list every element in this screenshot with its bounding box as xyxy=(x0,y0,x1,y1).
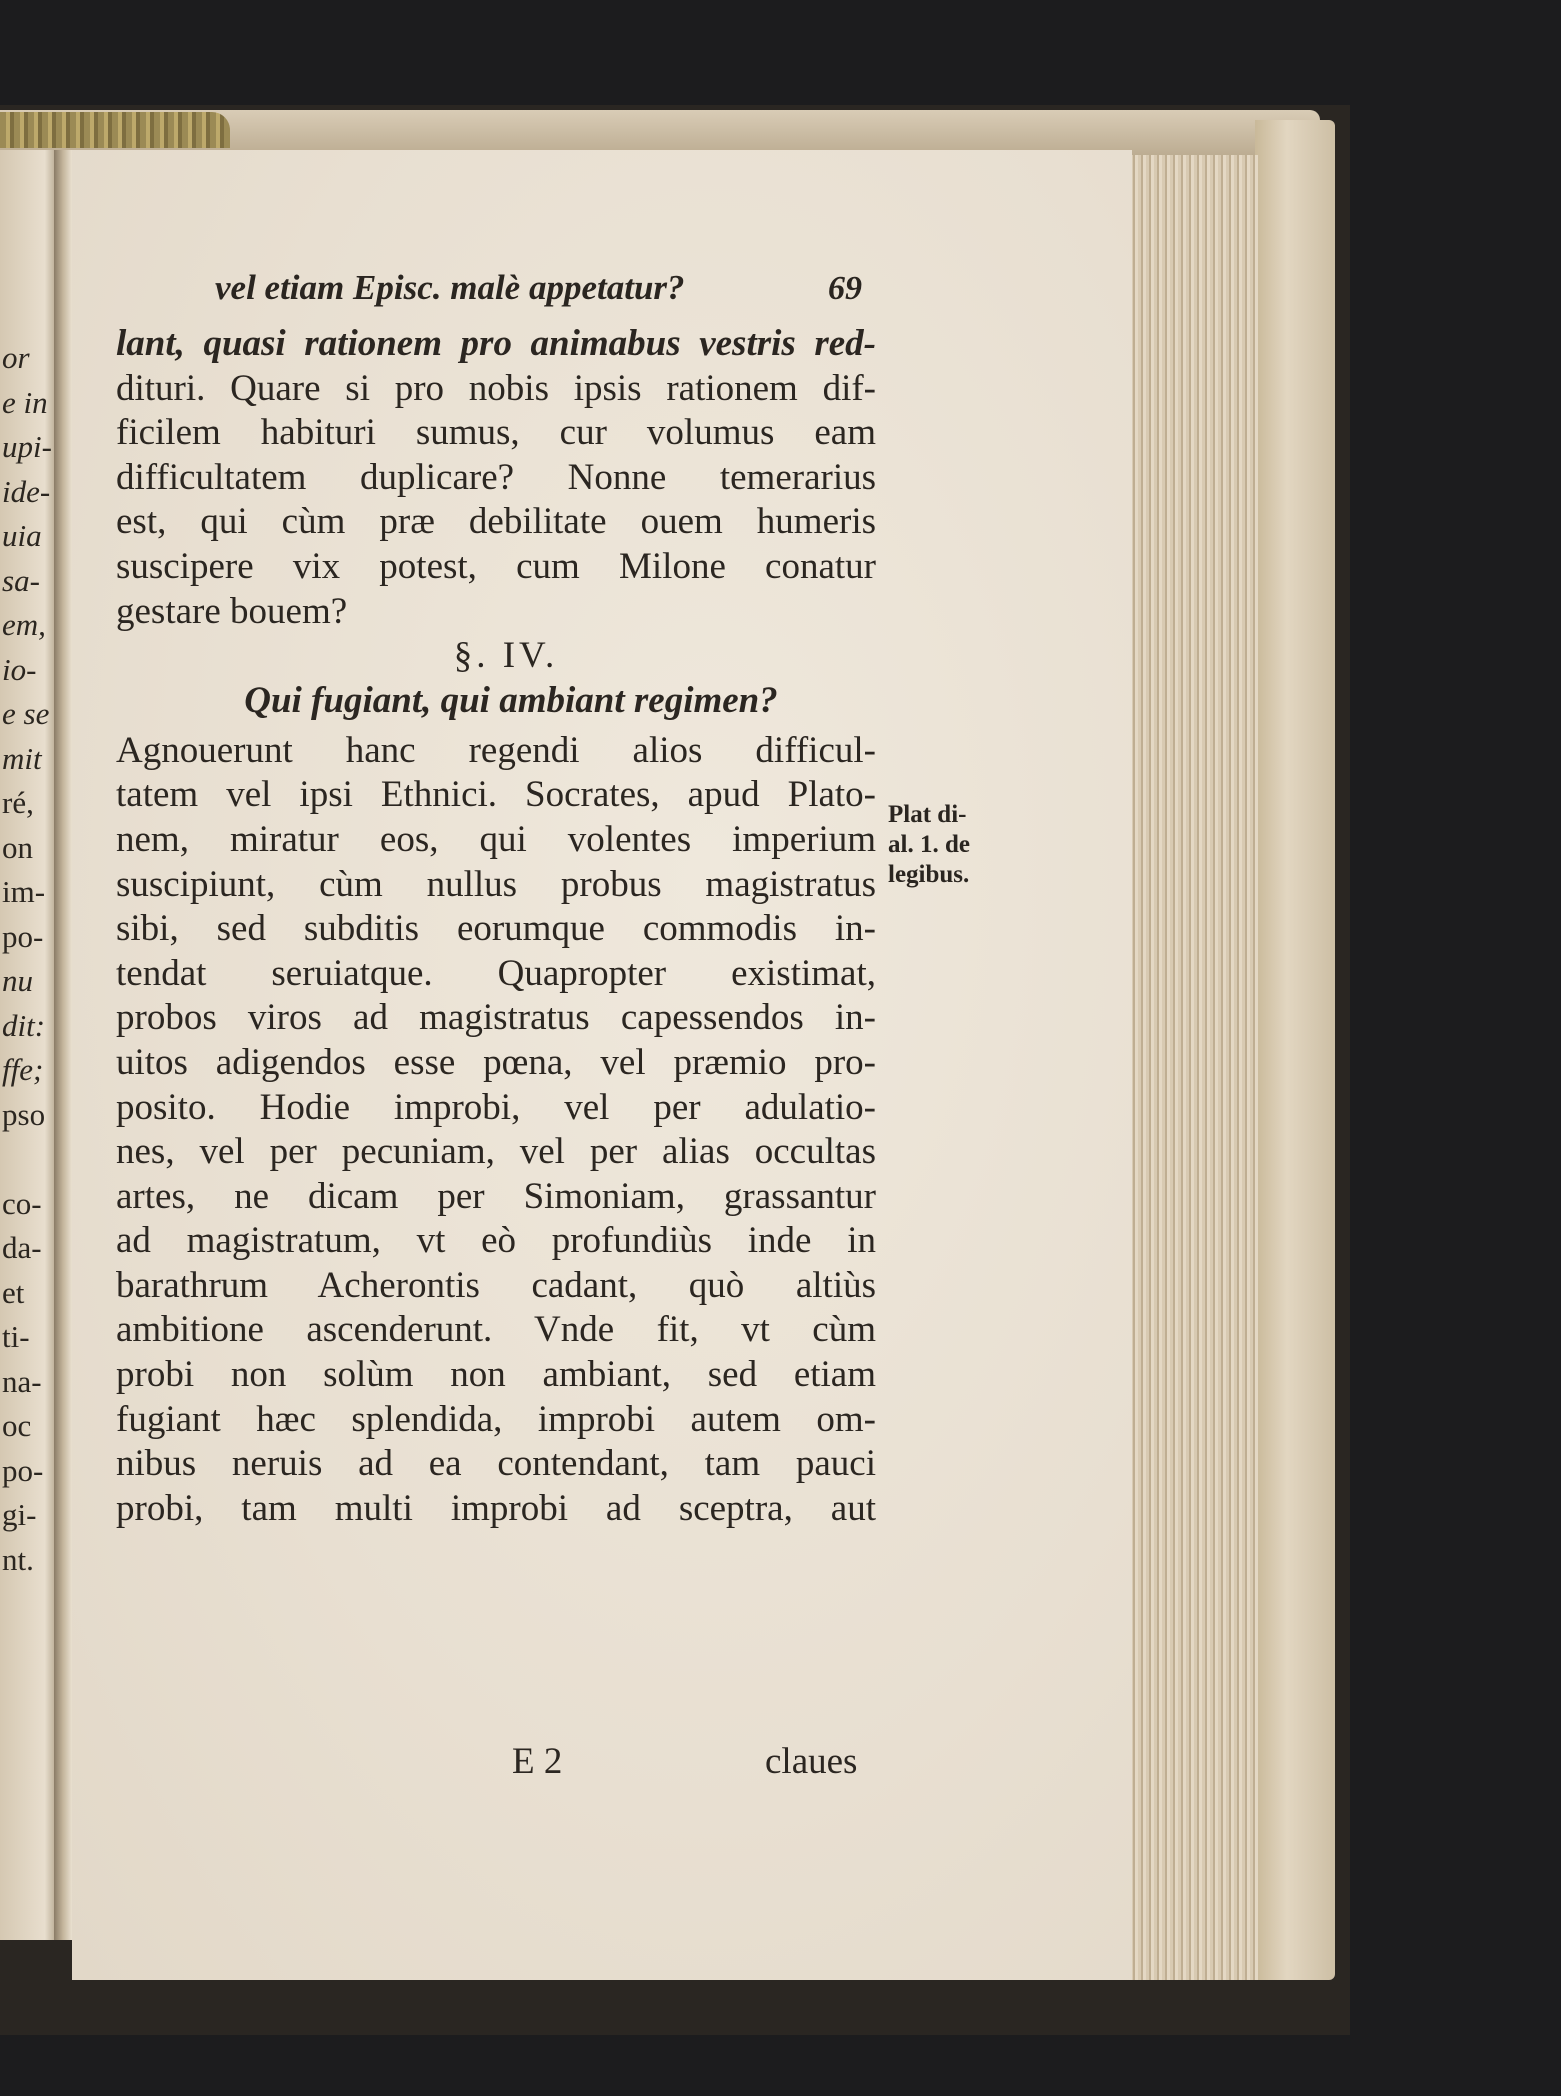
left-page-fragment-text: ide- xyxy=(2,473,51,509)
body-line: artes, ne dicam per Simoniam, grassantur xyxy=(116,1175,876,1217)
left-page-fragment xyxy=(0,150,56,1940)
left-page-fragment-text: uia xyxy=(2,518,42,553)
left-page-fragment-text: or xyxy=(2,340,30,375)
left-page-fragment-text: dit: xyxy=(2,1007,46,1043)
body-line: probi, tam multi improbi ad sceptra, aut xyxy=(116,1487,876,1529)
left-page-fragment-text: ti- xyxy=(2,1319,30,1354)
body-line: suscipiunt, cùm nullus probus magistratus xyxy=(116,863,876,905)
left-page-fragment-text: nu xyxy=(2,963,33,998)
body-line: ad magistratum, vt eò profundiùs inde in xyxy=(116,1220,876,1262)
text-line: suscipere vix potest, cum Milone conatur xyxy=(116,545,876,587)
left-page-fragment-text: po- xyxy=(2,918,44,954)
body-line: probos viros ad magistratus capessendos in- xyxy=(116,997,876,1039)
left-page-fragment-text: na- xyxy=(2,1363,42,1399)
body-line: nem, miratur eos, qui volentes imperium xyxy=(116,818,876,860)
left-page-fragment-text: ffe; xyxy=(2,1052,44,1087)
signature-mark: E 2 xyxy=(512,1741,563,1782)
body-line: nes, vel per pecuniam, vel per alias occultas xyxy=(116,1131,876,1173)
catchword: claues xyxy=(765,1741,858,1782)
left-page-fragment-text: io- xyxy=(2,651,37,687)
body-line: posito. Hodie improbi, vel per adulatio- xyxy=(116,1086,876,1128)
left-page-fragment-text: e se xyxy=(2,696,50,731)
page-fore-edge xyxy=(1130,155,1258,1980)
body-line: Agnouerunt hanc regendi alios difficul- xyxy=(116,729,876,771)
body-line: fugiant hæc splendida, improbi autem om- xyxy=(116,1398,876,1440)
section-title: Qui fugiant, qui ambiant regimen? xyxy=(244,679,778,721)
left-page-fragment-text: ré, xyxy=(2,785,34,820)
text-line: est, qui cùm præ debilitate ouem humeris xyxy=(116,501,876,543)
left-page-fragment-text: co- xyxy=(2,1185,42,1221)
marginal-note xyxy=(888,800,1028,890)
left-page-fragment-text: oc xyxy=(2,1408,32,1443)
text-line: gestare bouem? xyxy=(116,590,348,632)
body-line: ambitione ascenderunt. Vnde fit, vt cùm xyxy=(116,1309,876,1351)
body-line: barathrum Acherontis cadant, quò altiùs xyxy=(116,1264,876,1306)
left-page-fragment-text: e in xyxy=(2,384,48,420)
book-gutter xyxy=(54,150,72,1940)
text-line: dituri. Quare si pro nobis ipsis rationem dif- xyxy=(116,367,876,409)
body-line: tendat seruiatque. Quapropter existimat, xyxy=(116,952,876,994)
left-page-fragment-text: pso xyxy=(2,1096,46,1132)
left-page-fragment-text: on xyxy=(2,829,33,865)
marginal-note-line: legibus. xyxy=(888,861,970,888)
text-line: ficilem habituri sumus, cur volumus eam xyxy=(116,412,876,454)
left-page-fragment-text: da- xyxy=(2,1230,42,1265)
body-line: uitos adigendos esse pœna, vel præmio pro- xyxy=(116,1041,876,1083)
text-line: lant, quasi rationem pro animabus vestris red- xyxy=(116,323,876,364)
main-text-block xyxy=(116,322,876,1531)
left-page-fragment-text: sa- xyxy=(2,562,40,598)
text-line: difficultatem duplicare? Nonne temerarius xyxy=(116,456,876,498)
body-line: nibus neruis ad ea contendant, tam pauci xyxy=(116,1443,876,1485)
left-page-fragment-text: im- xyxy=(2,874,46,909)
left-page-fragment-text: nt. xyxy=(2,1541,34,1577)
left-page-fragment-text: upi- xyxy=(2,429,52,464)
cover-edge xyxy=(1255,120,1335,1980)
body-line: tatem vel ipsi Ethnici. Socrates, apud Plato- xyxy=(116,774,876,816)
body-line: probi non solùm non ambiant, sed etiam xyxy=(116,1354,876,1396)
page-number: 69 xyxy=(828,270,862,307)
headband xyxy=(0,112,230,148)
left-page-fragment-text: po- xyxy=(2,1452,44,1488)
section-mark: §. IV. xyxy=(453,635,559,677)
left-page-fragment-text: et xyxy=(2,1274,25,1310)
left-page-fragment-text: em, xyxy=(2,607,46,642)
left-page-fragment-text: mit xyxy=(2,740,42,776)
marginal-note-line: Plat di- xyxy=(888,801,967,828)
running-head: vel etiam Episc. malè appetatur? xyxy=(215,268,685,307)
body-line: sibi, sed subditis eorumque commodis in- xyxy=(116,908,876,950)
left-page-fragment-text: gi- xyxy=(2,1497,37,1532)
marginal-note-line: al. 1. de xyxy=(888,831,970,858)
